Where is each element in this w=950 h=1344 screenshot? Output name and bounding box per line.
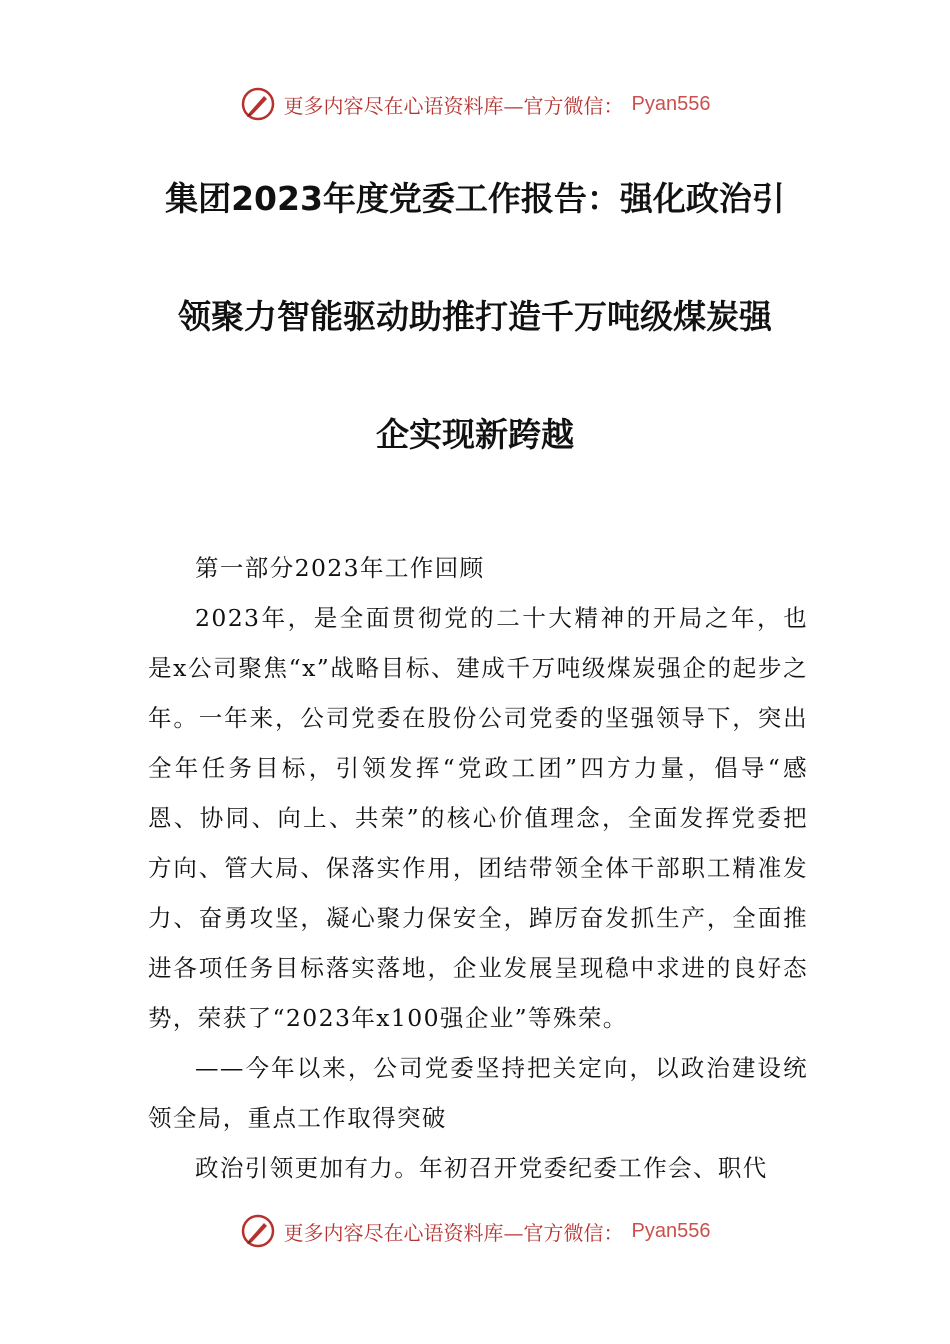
header-banner-text: 更多内容尽在心语资料库—官方微信： [283,93,624,118]
document-title [60,140,890,494]
body-paragraph: 政治引领更加有力。年初召开党委纪委工作会、职代 [195,1154,768,1182]
header-banner-wechat-id: Pyan556 [631,92,711,115]
title-line-3: 企实现新跨越 [376,415,574,454]
header-watermark-banner [0,84,950,124]
footer-banner-text: 更多内容尽在心语资料库—官方微信： [283,1220,624,1245]
footer-banner-wechat-id: Pyan556 [631,1219,711,1242]
section-heading: 第一部分2023年工作回顾 [195,554,485,582]
pen-logo-icon [240,1213,276,1249]
pen-logo-icon [240,86,276,122]
body-paragraph: 2023年，是全面贯彻党的二十大精神的开局之年，也是x公司聚焦“x”战略目标、建成千万吨级煤炭强企的起步之年。一年来，公司党委在股份公司党委的坚强领导下，突出全年任务目标，引领发挥“党政工团”四方力量，倡导“感恩、协同、向上、共荣”的核心价值理念，全面发挥党委把方向、管大局、保落实作用，团结带领全体干部职工精准发力、奋勇攻坚，凝心聚力保安全，踔厉奋发抓生产，全面推进各项任务目标落实落地，企业发展呈现稳中求进的良好态势，荣获了“2023年x100强企业”等殊荣。 [148,604,808,1032]
footer-watermark-banner [0,1211,950,1251]
document-body [148,543,808,1193]
title-line-2: 领聚力智能驱动助推打造千万吨级煤炭强 [178,297,772,336]
title-line-1: 集团2023年度党委工作报告：强化政治引 [165,179,785,218]
body-paragraph: ——今年以来，公司党委坚持把关定向，以政治建设统领全局，重点工作取得突破 [148,1054,808,1132]
